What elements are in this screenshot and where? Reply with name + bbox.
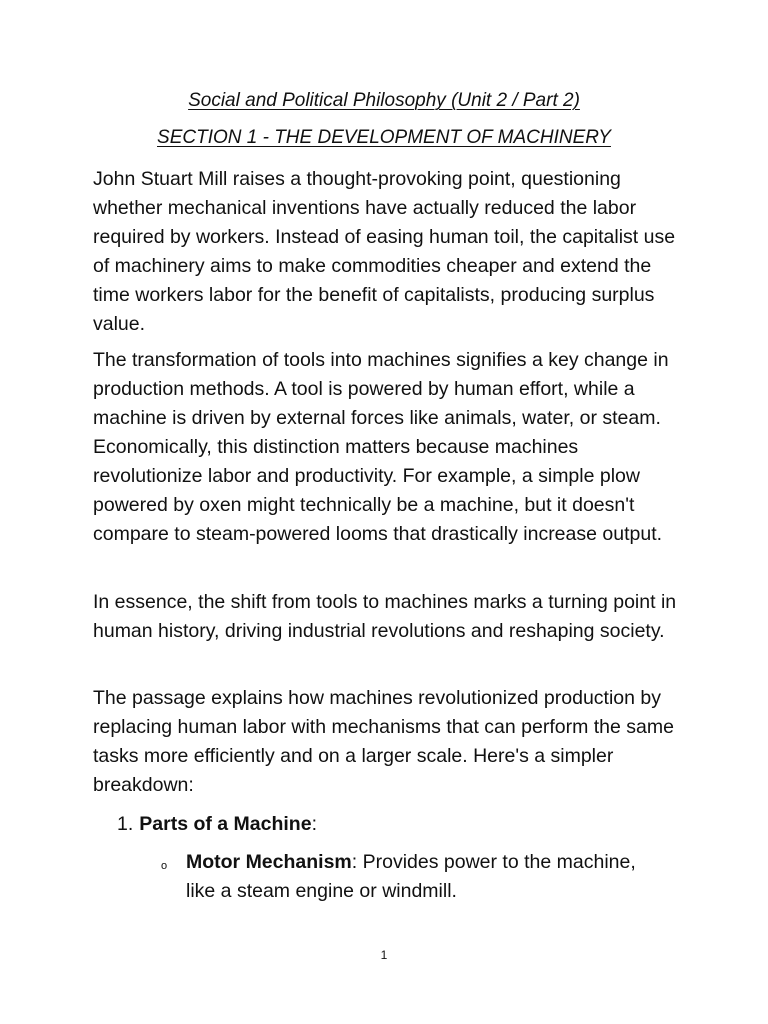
paragraph-4: The passage explains how machines revolutionized production by replacing human labor with mechanisms that can perform the same tasks more efficiently and on a larger scale. Here's a simpler breakdown: (93, 687, 674, 796)
sub-bullet-icon: o (161, 860, 168, 872)
paragraph-1: John Stuart Mill raises a thought-provoking point, questioning whether mechanical inventions have actually reduced the labor required by workers. Instead of easing human toil, the capitalist use of machinery aims to make commodities cheaper and extend the time workers labor for the benefit of capitalists, producing surplus value. (93, 168, 676, 335)
sub-item-label: Motor Mechanism (186, 851, 352, 873)
sub-list-item-motor-mechanism (186, 848, 656, 906)
document-title: Social and Political Philosophy (Unit 2 / Part 2) (188, 90, 580, 111)
sub-item-text: : Provides power to the machine, like a steam engine or windmill. (186, 851, 636, 902)
list-number: 1. (117, 813, 134, 835)
list-item-parts-of-machine (117, 810, 317, 839)
list-item-label: Parts of a Machine (139, 813, 312, 835)
section-heading: SECTION 1 - THE DEVELOPMENT OF MACHINERY (157, 127, 611, 148)
paragraph-2: The transformation of tools into machines signifies a key change in production methods. A tool is powered by human effort, while a machine is driven by external forces like animals, water, or steam. Economically, this distinction matters because machines revolutionize labor and productivity. For example, a simple plow powered by oxen might technically be a machine, but it doesn't compare to steam-powered looms that drastically increase output. (93, 349, 669, 545)
page-number: 1 (380, 948, 388, 962)
paragraph-3: In essence, the shift from tools to machines marks a turning point in human history, driving industrial revolutions and reshaping society. (93, 591, 677, 642)
list-item-suffix: : (311, 813, 317, 835)
